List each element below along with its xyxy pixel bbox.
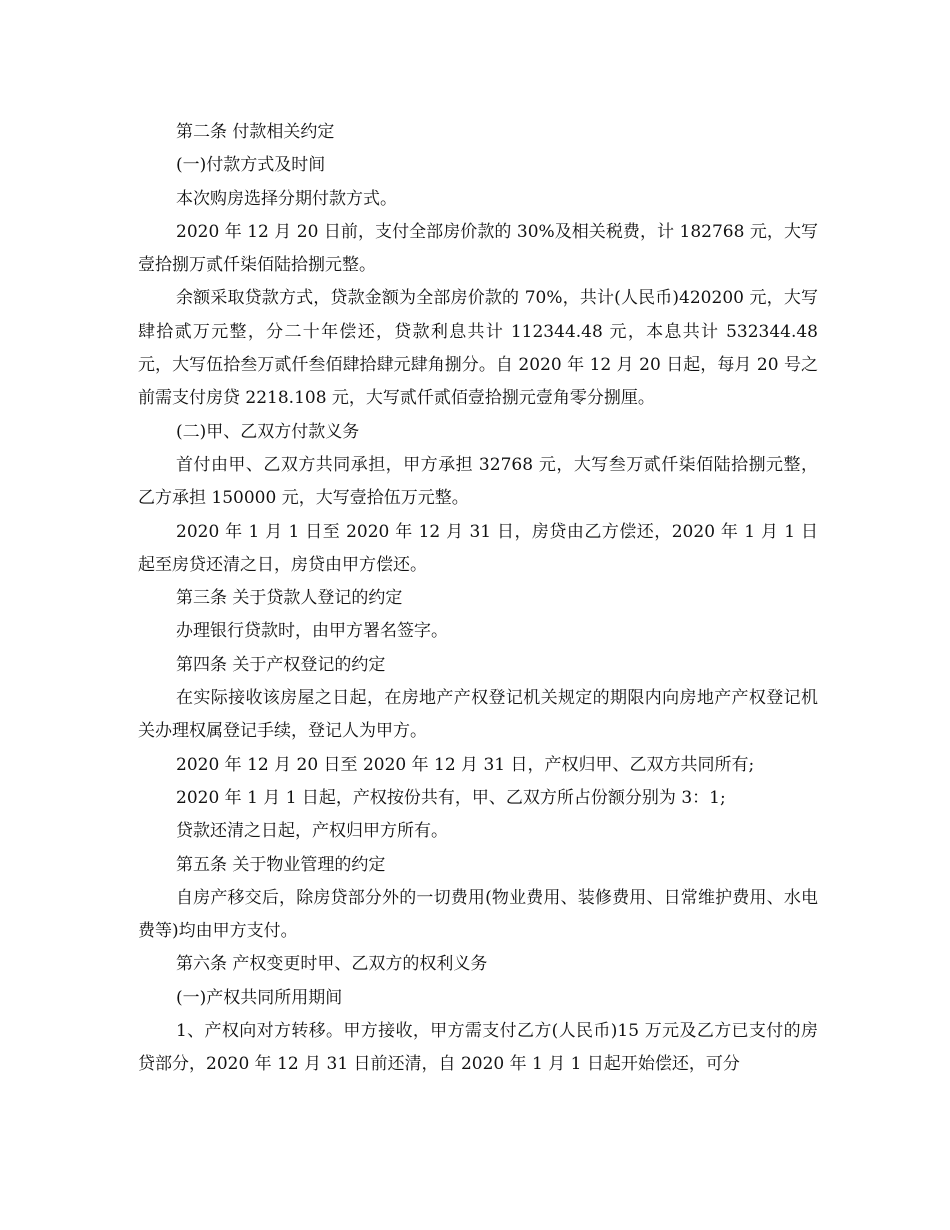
paragraph-title-registration: 在实际接收该房屋之日起，在房地产产权登记机关规定的期限内向房地产产权登记机关办理权属登记手续，登记人为甲方。 [138,688,818,742]
section-payment-obligations-heading: (二)甲、乙双方付款义务 [176,421,360,442]
paragraph-loan-terms: 余额采取贷款方式，贷款金额为全部房价款的 70%，共计(人民币)420200 元，大写肆拾贰万元整，分二十年偿还，贷款利息共计 112344.48 元，本息共计 532344.48 元，大写伍拾叁万贰仟叁佰肆拾肆元肆角捌分。自 2020 年 12 月 20 日起，每月 20 号之前需支付房贷 2218.108 元，大写贰仟贰佰壹拾捌元壹角零分捌厘。 [138,288,818,409]
section-joint-use-period-heading: (一)产权共同所用期间 [176,987,343,1008]
article-5-heading: 第五条 关于物业管理的约定 [176,854,386,875]
paragraph-joint-ownership-period: 2020 年 12 月 20 日至 2020 年 12 月 31 日，产权归甲、乙双方共同所有; [176,754,755,775]
document-body [138,116,818,1082]
paragraph-down-payment: 2020 年 12 月 20 日前，支付全部房价款的 30%及相关税费，计 182768 元，大写壹拾捌万贰仟柒佰陆拾捌元整。 [138,221,818,276]
paragraph-loan-repayment-split: 2020 年 1 月 1 日至 2020 年 12 月 31 日，房贷由乙方偿还，2020 年 1 月 1 日起至房贷还清之日，房贷由甲方偿还。 [138,521,818,575]
article-3-heading: 第三条 关于贷款人登记的约定 [176,588,403,609]
article-4-heading: 第四条 关于产权登记的约定 [176,654,386,675]
paragraph-transfer-terms: 1、产权向对方转移。甲方接收，甲方需支付乙方(人民币)15 万元及乙方已支付的房贷部分，2020 年 12 月 31 日前还清，自 2020 年 1 月 1 日起开始偿还，可分 [138,1021,818,1075]
paragraph-down-payment-split: 首付由甲、乙双方共同承担，甲方承担 32768 元，大写叁万贰仟柒佰陆拾捌元整，乙方承担 150000 元，大写壹拾伍万元整。 [138,454,818,509]
section-payment-method-heading: (一)付款方式及时间 [176,155,326,176]
paragraph-sole-ownership: 贷款还清之日起，产权归甲方所有。 [176,821,448,842]
paragraph-share-ratio: 2020 年 1 月 1 日起，产权按份共有，甲、乙双方所占份额分别为 3：1; [176,787,726,808]
article-2-heading: 第二条 付款相关约定 [176,122,335,142]
paragraph-property-fees: 自房产移交后，除房贷部分外的一切费用(物业费用、装修费用、日常维护费用、水电费等)均由甲方支付。 [138,887,818,942]
paragraph-loan-signature: 办理银行贷款时，由甲方署名签字。 [176,621,448,642]
article-6-heading: 第六条 产权变更时甲、乙双方的权利义务 [176,954,488,975]
paragraph-installment: 本次购房选择分期付款方式。 [176,188,397,209]
